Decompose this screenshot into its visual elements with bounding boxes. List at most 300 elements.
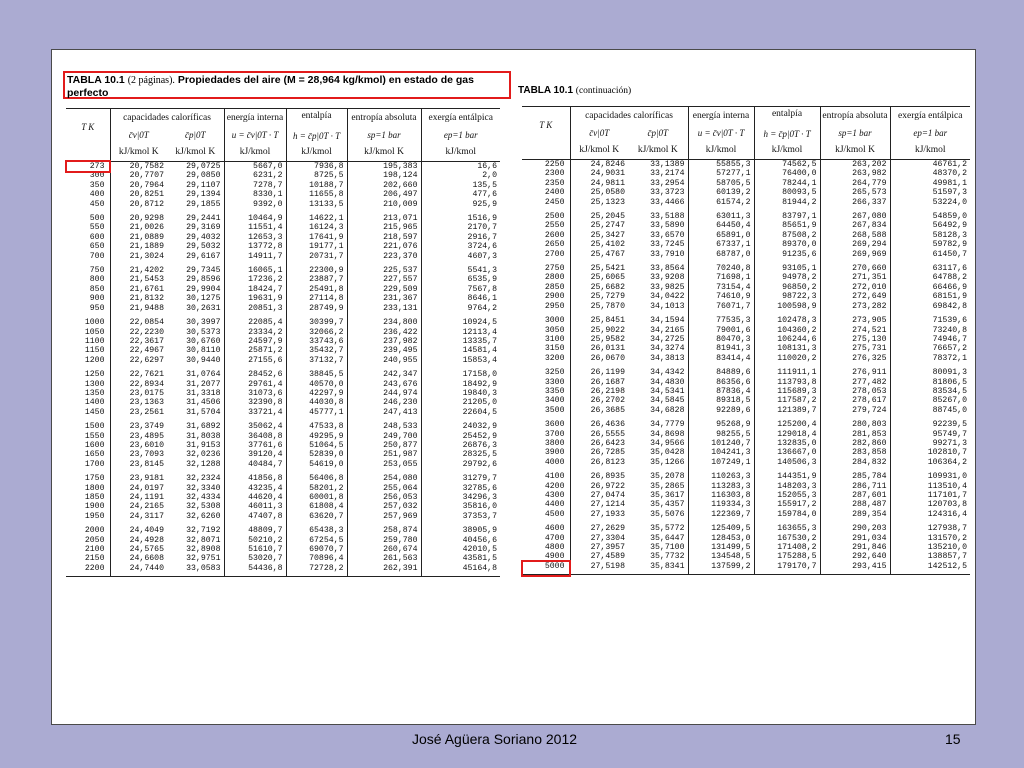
cell-exergy: 2170,7 bbox=[421, 223, 500, 232]
cell-entropy: 274,521 bbox=[820, 326, 890, 335]
cell-exergy: 34296,3 bbox=[421, 493, 500, 502]
cell-cv: 25,7279 bbox=[570, 292, 628, 301]
cell-cv: 23,9181 bbox=[110, 469, 167, 483]
cell-cv: 25,2747 bbox=[570, 221, 628, 230]
cell-enthalpy: 104360,2 bbox=[754, 326, 820, 335]
cell-enthalpy: 152055,3 bbox=[754, 491, 820, 500]
cell-cv: 24,4928 bbox=[110, 536, 167, 545]
cell-cv: 26,8935 bbox=[570, 467, 628, 481]
cell-exergy: 22604,5 bbox=[421, 408, 500, 417]
cell-entropy: 215,965 bbox=[347, 223, 421, 232]
table-row bbox=[522, 283, 970, 292]
cell-temperature: 1150 bbox=[84, 346, 105, 356]
cell-enthalpy: 69070,7 bbox=[286, 545, 347, 554]
cell-enthalpy: 148203,3 bbox=[754, 482, 820, 491]
table-row bbox=[66, 294, 500, 303]
cell-enthalpy: 98722,3 bbox=[754, 292, 820, 301]
cell-exergy: 76657,2 bbox=[890, 344, 970, 353]
cell-exergy: 29792,6 bbox=[421, 460, 500, 469]
cell-exergy: 37353,7 bbox=[421, 512, 500, 521]
cell-enthalpy: 61808,4 bbox=[286, 502, 347, 511]
cell-cv: 26,5555 bbox=[570, 430, 628, 439]
header-exergy: exergía entálpica bbox=[421, 109, 500, 127]
cell-entropy: 225,537 bbox=[347, 261, 421, 275]
cell-exergy: 51597,3 bbox=[890, 188, 970, 197]
cell-cp: 33,7910 bbox=[650, 249, 685, 259]
cell-enthalpy: 132835,0 bbox=[754, 439, 820, 448]
table-row bbox=[522, 335, 970, 344]
cell-internal-energy: 40484,7 bbox=[224, 460, 286, 469]
cell-entropy: 285,784 bbox=[820, 467, 890, 481]
cell-entropy: 278,617 bbox=[820, 396, 890, 405]
cell-cp: 34,3813 bbox=[650, 353, 685, 363]
cell-cv: 26,1687 bbox=[570, 378, 628, 387]
cell-internal-energy: 53020,7 bbox=[224, 554, 286, 563]
cell-cp: 33,3723 bbox=[650, 188, 685, 198]
cell-cp: 32,9751 bbox=[186, 554, 221, 564]
cell-internal-energy: 37761,6 bbox=[224, 441, 286, 450]
cell-cv: 25,4102 bbox=[570, 240, 628, 249]
table-row bbox=[66, 190, 500, 199]
cell-cp: 34,8698 bbox=[650, 429, 685, 439]
cell-cp: 32,8071 bbox=[186, 535, 221, 545]
cell-cv: 23,3749 bbox=[110, 417, 167, 431]
cell-cv: 21,6761 bbox=[110, 285, 167, 294]
cell-internal-energy: 65891,0 bbox=[688, 231, 754, 240]
right-table-title bbox=[518, 85, 631, 96]
cell-exergy: 26876,3 bbox=[421, 441, 500, 450]
cell-cp: 33,9825 bbox=[650, 282, 685, 292]
cell-enthalpy: 78244,1 bbox=[754, 179, 820, 188]
cell-enthalpy: 67254,5 bbox=[286, 536, 347, 545]
cell-exergy: 102810,7 bbox=[890, 448, 970, 457]
cell-enthalpy: 8725,5 bbox=[286, 171, 347, 180]
cell-cv: 27,5198 bbox=[570, 562, 628, 575]
table-row bbox=[66, 469, 500, 483]
cell-internal-energy: 23334,2 bbox=[224, 328, 286, 337]
highlight-273 bbox=[65, 160, 111, 174]
table-row bbox=[522, 231, 970, 240]
cell-cv: 20,7707 bbox=[110, 171, 167, 180]
cell-exergy: 4607,3 bbox=[421, 252, 500, 261]
cell-cp: 33,9208 bbox=[650, 273, 685, 283]
cell-enthalpy: 52839,0 bbox=[286, 450, 347, 459]
cell-internal-energy: 89318,5 bbox=[688, 396, 754, 405]
cell-exergy: 78372,1 bbox=[890, 354, 970, 363]
cell-exergy: 83534,5 bbox=[890, 387, 970, 396]
cell-internal-energy: 63011,3 bbox=[688, 207, 754, 221]
cell-cp: 30,3997 bbox=[186, 318, 221, 328]
table-row bbox=[522, 430, 970, 439]
cell-entropy: 281,853 bbox=[820, 430, 890, 439]
cell-cv: 25,4767 bbox=[570, 250, 628, 259]
cell-entropy: 246,230 bbox=[347, 398, 421, 407]
cell-exergy: 142512,5 bbox=[890, 562, 970, 575]
cell-exergy: 925,9 bbox=[421, 200, 500, 209]
cell-temperature: 4100 bbox=[544, 472, 565, 482]
cell-exergy: 1516,9 bbox=[421, 209, 500, 223]
cell-cp: 34,5341 bbox=[650, 386, 685, 396]
cell-temperature: 3400 bbox=[544, 396, 565, 406]
cell-entropy: 262,391 bbox=[347, 564, 421, 577]
cell-temperature: 4700 bbox=[544, 533, 565, 543]
cell-exergy: 113510,4 bbox=[890, 482, 970, 491]
cell-internal-energy: 110263,3 bbox=[688, 467, 754, 481]
cell-internal-energy: 92289,6 bbox=[688, 406, 754, 415]
r-header-unit-cp: kJ/kmol K bbox=[628, 142, 688, 160]
cell-entropy: 227,557 bbox=[347, 275, 421, 284]
cell-enthalpy: 113793,8 bbox=[754, 378, 820, 387]
cell-entropy: 271,351 bbox=[820, 273, 890, 282]
cell-enthalpy: 35432,7 bbox=[286, 346, 347, 355]
cell-temperature: 850 bbox=[89, 284, 105, 294]
cell-internal-energy: 107249,1 bbox=[688, 458, 754, 467]
cell-temperature: 3700 bbox=[544, 429, 565, 439]
table-row bbox=[66, 328, 500, 337]
cell-exergy: 99271,3 bbox=[890, 439, 970, 448]
cell-cp: 33,1389 bbox=[650, 160, 685, 169]
cell-cv: 22,7621 bbox=[110, 365, 167, 379]
cell-internal-energy: 113283,3 bbox=[688, 482, 754, 491]
cell-internal-energy: 134548,5 bbox=[688, 552, 754, 561]
cell-exergy: 31279,7 bbox=[421, 469, 500, 483]
cell-temperature: 4900 bbox=[544, 552, 565, 562]
cell-entropy: 277,482 bbox=[820, 378, 890, 387]
cell-exergy: 135210,0 bbox=[890, 543, 970, 552]
cell-cv: 27,3304 bbox=[570, 534, 628, 543]
cell-internal-energy: 17236,2 bbox=[224, 275, 286, 284]
table-row bbox=[66, 171, 500, 180]
r-header-s: sp=1 bar bbox=[820, 125, 890, 142]
cell-cv: 20,9298 bbox=[110, 209, 167, 223]
table-row bbox=[66, 200, 500, 209]
cell-enthalpy: 129018,4 bbox=[754, 430, 820, 439]
cell-cv: 23,8145 bbox=[110, 460, 167, 469]
table-row bbox=[66, 223, 500, 232]
cell-entropy: 270,660 bbox=[820, 259, 890, 273]
header-unit-h: kJ/kmol bbox=[286, 144, 347, 162]
cell-enthalpy: 25491,8 bbox=[286, 285, 347, 294]
table-row bbox=[522, 543, 970, 552]
r-header-enthalpy bbox=[754, 107, 820, 143]
cell-enthalpy: 106244,6 bbox=[754, 335, 820, 344]
table-row bbox=[522, 510, 970, 519]
cell-exergy: 5541,3 bbox=[421, 261, 500, 275]
cell-temperature: 900 bbox=[89, 294, 105, 304]
cell-enthalpy: 83797,1 bbox=[754, 207, 820, 221]
cell-temperature: 3350 bbox=[544, 386, 565, 396]
cell-cv: 26,8123 bbox=[570, 458, 628, 467]
cell-cp: 35,6447 bbox=[650, 533, 685, 543]
cell-cv: 25,8451 bbox=[570, 311, 628, 325]
cell-internal-energy: 67337,1 bbox=[688, 240, 754, 249]
cell-cv: 22,3617 bbox=[110, 337, 167, 346]
cell-internal-energy: 70240,8 bbox=[688, 259, 754, 273]
cell-cp: 33,7245 bbox=[650, 240, 685, 250]
cell-temperature: 3600 bbox=[544, 420, 565, 430]
cell-exergy: 68151,9 bbox=[890, 292, 970, 301]
cell-entropy: 255,064 bbox=[347, 484, 421, 493]
table-row bbox=[522, 292, 970, 301]
cell-exergy: 127938,7 bbox=[890, 519, 970, 533]
cell-enthalpy: 58201,2 bbox=[286, 484, 347, 493]
cell-cp: 30,9440 bbox=[186, 355, 221, 365]
table-row bbox=[66, 346, 500, 355]
cell-internal-energy: 54436,8 bbox=[224, 564, 286, 577]
cell-internal-energy: 6231,2 bbox=[224, 171, 286, 180]
cell-entropy: 206,497 bbox=[347, 190, 421, 199]
cell-enthalpy: 125200,4 bbox=[754, 415, 820, 429]
cell-exergy: 16,6 bbox=[421, 162, 500, 172]
cell-cp: 34,6828 bbox=[650, 405, 685, 415]
cell-internal-energy: 12653,3 bbox=[224, 233, 286, 242]
header-heat-capacities: capacidades caloríficas bbox=[110, 109, 224, 127]
cell-exergy: 95749,7 bbox=[890, 430, 970, 439]
cell-temperature: 3200 bbox=[544, 353, 565, 363]
cell-cv: 26,0131 bbox=[570, 344, 628, 353]
cell-cv: 27,2629 bbox=[570, 519, 628, 533]
cell-cp: 34,4830 bbox=[650, 377, 685, 387]
cell-cp: 35,2078 bbox=[650, 472, 685, 482]
cell-cp: 29,4032 bbox=[186, 232, 221, 242]
header-unit-cp: kJ/kmol K bbox=[167, 144, 224, 162]
cell-temperature: 2100 bbox=[84, 545, 105, 555]
cell-entropy: 280,803 bbox=[820, 415, 890, 429]
cell-cp: 35,8341 bbox=[628, 562, 688, 575]
cell-entropy: 263,982 bbox=[820, 169, 890, 178]
cell-internal-energy: 64450,4 bbox=[688, 221, 754, 230]
r-header-enthalpy-formula: h = c̄p|0T · T bbox=[763, 129, 811, 139]
cell-entropy: 243,676 bbox=[347, 380, 421, 389]
cell-entropy: 269,969 bbox=[820, 250, 890, 259]
cell-enthalpy: 87508,2 bbox=[754, 231, 820, 240]
cell-cv: 24,4049 bbox=[110, 521, 167, 535]
cell-cp: 35,1266 bbox=[650, 457, 685, 467]
table-row bbox=[522, 221, 970, 230]
title-main: Propiedades del aire (M = 28,964 kg/kmol) en estado de gas perfecto bbox=[67, 74, 474, 99]
cell-enthalpy: 117587,2 bbox=[754, 396, 820, 405]
cell-exergy: 64788,2 bbox=[890, 273, 970, 282]
r-header-unit-cv: kJ/kmol K bbox=[570, 142, 628, 160]
cell-internal-energy: 28452,6 bbox=[224, 365, 286, 379]
cell-cv: 24,9811 bbox=[570, 179, 628, 188]
cell-cp: 34,7779 bbox=[650, 420, 685, 430]
table-row bbox=[66, 432, 500, 441]
cell-entropy: 267,834 bbox=[820, 221, 890, 230]
cell-exergy: 2,0 bbox=[421, 171, 500, 180]
cell-cp: 32,8908 bbox=[186, 545, 221, 555]
cell-enthalpy: 155917,2 bbox=[754, 500, 820, 509]
cell-temperature: 1750 bbox=[84, 474, 105, 484]
cell-internal-energy: 16065,1 bbox=[224, 261, 286, 275]
table-row bbox=[66, 275, 500, 284]
table-row bbox=[66, 460, 500, 469]
cell-cp: 31,0764 bbox=[186, 370, 221, 380]
table-row bbox=[522, 311, 970, 325]
table-row bbox=[66, 261, 500, 275]
cell-exergy: 88745,0 bbox=[890, 406, 970, 415]
r-header-unit-e: kJ/kmol bbox=[890, 142, 970, 160]
cell-internal-energy: 101240,7 bbox=[688, 439, 754, 448]
cell-exergy: 43581,5 bbox=[421, 554, 500, 563]
cell-temperature: 2950 bbox=[544, 301, 565, 311]
cell-temperature: 273 bbox=[89, 162, 105, 171]
cell-cp: 32,0236 bbox=[186, 450, 221, 460]
cell-enthalpy: 72728,2 bbox=[286, 564, 347, 577]
cell-cp: 35,0428 bbox=[650, 448, 685, 458]
table-row bbox=[66, 233, 500, 242]
cell-temperature: 450 bbox=[89, 199, 105, 209]
cell-enthalpy: 45777,1 bbox=[286, 408, 347, 417]
table-row bbox=[66, 356, 500, 365]
cell-enthalpy: 60001,8 bbox=[286, 493, 347, 502]
cell-enthalpy: 144351,9 bbox=[754, 467, 820, 481]
header-e: ep=1 bar bbox=[421, 127, 500, 144]
table-row bbox=[66, 398, 500, 407]
cell-enthalpy: 167530,2 bbox=[754, 534, 820, 543]
cell-internal-energy: 36408,8 bbox=[224, 432, 286, 441]
cell-internal-energy: 77535,3 bbox=[688, 311, 754, 325]
table-row bbox=[522, 363, 970, 377]
cell-cp: 32,1288 bbox=[186, 459, 221, 469]
cell-cp: 33,5890 bbox=[650, 221, 685, 231]
cell-internal-energy: 11551,4 bbox=[224, 223, 286, 232]
table-row bbox=[522, 240, 970, 249]
r-header-e: ep=1 bar bbox=[890, 125, 970, 142]
cell-cv: 24,8246 bbox=[570, 160, 628, 170]
cell-enthalpy: 159784,0 bbox=[754, 510, 820, 519]
cell-enthalpy: 136667,0 bbox=[754, 448, 820, 457]
cell-cv: 26,6423 bbox=[570, 439, 628, 448]
cell-exergy: 71539,6 bbox=[890, 311, 970, 325]
r-header-unit-s: kJ/kmol K bbox=[820, 142, 890, 160]
cell-cv: 24,5765 bbox=[110, 545, 167, 554]
table-row bbox=[66, 365, 500, 379]
table-row bbox=[522, 160, 970, 170]
cell-exergy: 59782,9 bbox=[890, 240, 970, 249]
table-row bbox=[522, 406, 970, 415]
cell-cp: 33,2174 bbox=[650, 169, 685, 179]
cell-cp: 31,5704 bbox=[186, 407, 221, 417]
cell-cv: 23,7093 bbox=[110, 450, 167, 459]
cell-temperature: 3000 bbox=[544, 316, 565, 326]
cell-cv: 25,9582 bbox=[570, 335, 628, 344]
cell-cv: 27,1214 bbox=[570, 500, 628, 509]
table-row bbox=[522, 534, 970, 543]
cell-cv: 26,1199 bbox=[570, 363, 628, 377]
cell-exergy: 8646,1 bbox=[421, 294, 500, 303]
r-header-u-formula: u = c̄v|0T · T bbox=[688, 125, 754, 142]
cell-cv: 24,3117 bbox=[110, 512, 167, 521]
cell-cp: 33,4466 bbox=[650, 197, 685, 207]
cell-internal-energy: 13772,8 bbox=[224, 242, 286, 251]
r-header-temperature: T K bbox=[522, 107, 570, 143]
cell-enthalpy: 49295,9 bbox=[286, 432, 347, 441]
cell-entropy: 265,573 bbox=[820, 188, 890, 197]
cell-internal-energy: 61574,2 bbox=[688, 198, 754, 207]
cell-entropy: 286,711 bbox=[820, 482, 890, 491]
cell-temperature: 3500 bbox=[544, 405, 565, 415]
cell-cp: 34,2725 bbox=[650, 334, 685, 344]
cell-cp: 33,8564 bbox=[650, 264, 685, 274]
cell-entropy: 239,495 bbox=[347, 346, 421, 355]
cell-internal-energy: 79001,6 bbox=[688, 326, 754, 335]
table-row bbox=[66, 162, 500, 172]
r-header-cp: c̄p|0T bbox=[647, 128, 668, 139]
cell-entropy: 275,130 bbox=[820, 335, 890, 344]
cell-cv: 24,0197 bbox=[110, 484, 167, 493]
air-properties-table-right bbox=[522, 106, 970, 575]
left-table-body bbox=[66, 162, 500, 577]
cell-exergy: 120703,8 bbox=[890, 500, 970, 509]
cell-cv: 26,7285 bbox=[570, 448, 628, 457]
cell-internal-energy: 51610,7 bbox=[224, 545, 286, 554]
cell-temperature: 3800 bbox=[544, 438, 565, 448]
right-table-body bbox=[522, 160, 970, 575]
cell-cv: 23,2561 bbox=[110, 408, 167, 417]
table-row bbox=[66, 441, 500, 450]
table-row bbox=[66, 389, 500, 398]
cell-exergy: 138857,7 bbox=[890, 552, 970, 561]
cell-cv: 26,0670 bbox=[570, 354, 628, 363]
cell-cv: 23,6010 bbox=[110, 441, 167, 450]
header-enthalpy-formula: h = c̄p|0T · T bbox=[292, 131, 341, 141]
cell-enthalpy: 7936,8 bbox=[286, 162, 347, 172]
cell-entropy: 269,294 bbox=[820, 240, 890, 249]
cell-internal-energy: 35062,4 bbox=[224, 417, 286, 431]
cell-cv: 24,9031 bbox=[570, 169, 628, 178]
cell-exergy: 18492,9 bbox=[421, 380, 500, 389]
cell-enthalpy: 30399,7 bbox=[286, 313, 347, 327]
cell-temperature: 2850 bbox=[544, 282, 565, 292]
cell-entropy: 284,832 bbox=[820, 458, 890, 467]
cell-cp: 35,3617 bbox=[650, 491, 685, 500]
cell-internal-energy: 47407,8 bbox=[224, 512, 286, 521]
cell-entropy: 259,780 bbox=[347, 536, 421, 545]
cell-cv: 20,7964 bbox=[110, 181, 167, 190]
footer-author: José Agüera Soriano 2012 bbox=[412, 731, 578, 747]
table-row bbox=[522, 179, 970, 188]
cell-cp: 29,8596 bbox=[186, 275, 221, 285]
r-header-unit-h: kJ/kmol bbox=[754, 142, 820, 160]
cell-temperature: 4800 bbox=[544, 543, 565, 553]
r-header-cv: c̄v|0T bbox=[570, 125, 628, 142]
cell-temperature: 4400 bbox=[544, 500, 565, 510]
cell-entropy: 279,724 bbox=[820, 406, 890, 415]
cell-exergy: 85267,0 bbox=[890, 396, 970, 405]
cell-cv: 23,4895 bbox=[110, 432, 167, 441]
table-row bbox=[522, 519, 970, 533]
cell-entropy: 223,370 bbox=[347, 252, 421, 261]
cell-enthalpy: 80093,5 bbox=[754, 188, 820, 197]
header-s: sp=1 bar bbox=[347, 127, 421, 144]
cell-entropy: 293,415 bbox=[820, 562, 890, 575]
table-row bbox=[522, 458, 970, 467]
cell-cp: 31,2077 bbox=[186, 379, 221, 389]
cell-internal-energy: 25871,2 bbox=[224, 346, 286, 355]
header-temperature: T K bbox=[66, 109, 110, 145]
cell-cv: 23,0175 bbox=[110, 389, 167, 398]
cell-internal-energy: 84889,6 bbox=[688, 363, 754, 377]
cell-cv: 21,0889 bbox=[110, 233, 167, 242]
cell-exergy: 7567,8 bbox=[421, 285, 500, 294]
cell-temperature: 800 bbox=[89, 275, 105, 285]
cell-temperature: 1850 bbox=[84, 493, 105, 502]
cell-cp: 30,2631 bbox=[186, 303, 221, 313]
cell-cv: 21,9488 bbox=[110, 304, 167, 313]
cell-entropy: 229,509 bbox=[347, 285, 421, 294]
cell-cp: 31,6892 bbox=[186, 422, 221, 432]
